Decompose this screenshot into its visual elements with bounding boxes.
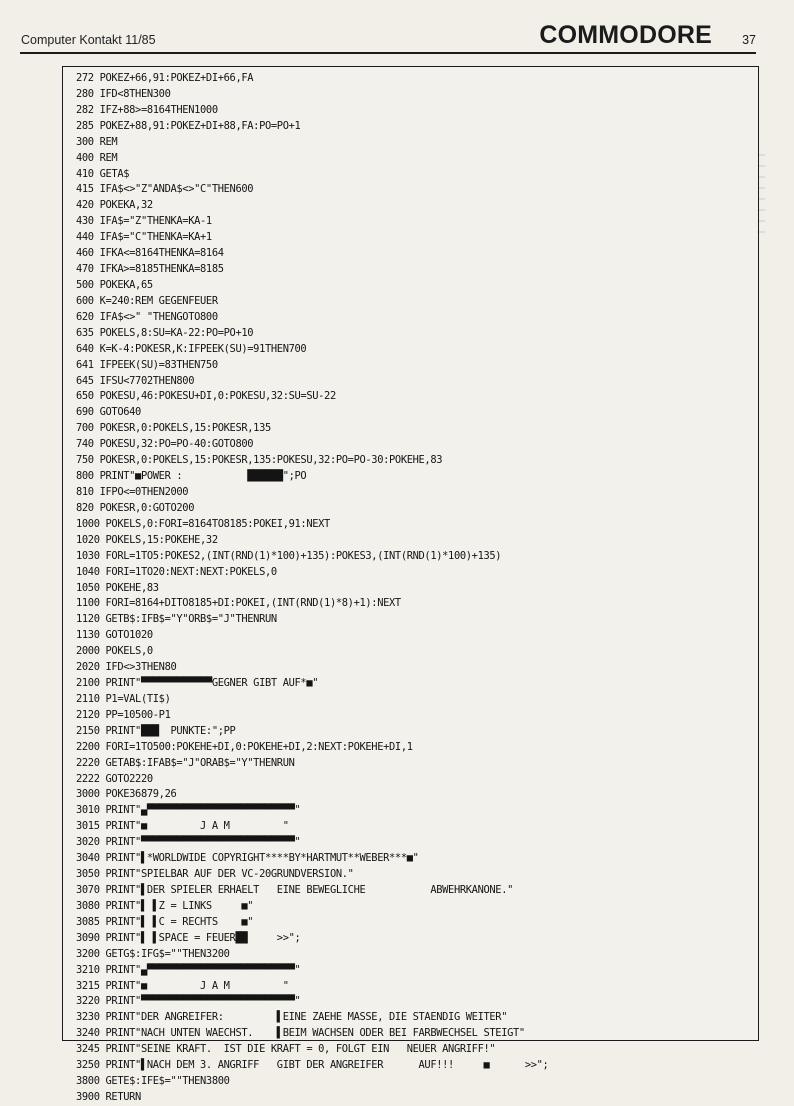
code-line: 3215 PRINT"■ J A M " <box>76 979 289 992</box>
code-line: 3040 PRINT"▌*WORLDWIDE COPYRIGHT****BY*HARTMUT**WEBER***■" <box>76 852 419 865</box>
code-line: 272 POKEZ+66,91:POKEZ+DI+66,FA <box>76 72 254 84</box>
code-line: 650 POKESU,46:POKESU+DI,0:POKESU,32:SU=SU-22 <box>76 390 336 403</box>
code-line: 285 POKEZ+88,91:POKEZ+DI+88,FA:PO=PO+1 <box>76 119 301 132</box>
code-line: 3070 PRINT"▌DER SPIELER ERHAELT EINE BEWEGLICHE ABWEHRKANONE." <box>76 884 514 897</box>
code-line: 1000 POKELS,0:FORI=8164TO8185:POKEI,91:NEXT <box>76 517 330 530</box>
code-line: 3230 PRINT"DER ANGREIFER: ▌EINE ZAEHE MASSE, DIE STAENDIG WEITER" <box>76 1011 508 1024</box>
code-line: 3000 POKE36879,26 <box>76 788 177 801</box>
code-line: 1030 FORL=1TO5:POKES2,(INT(RND(1)*100)+135):POKES3,(INT(RND(1)*100)+135) <box>76 549 502 562</box>
code-line: 2020 IFD<>3THEN80 <box>76 661 177 674</box>
code-line: 2120 PP=10500-P1 <box>76 708 171 721</box>
code-line: 2150 PRINT"███ PUNKTE:";PP <box>76 724 236 737</box>
code-line: 3800 GETE$:IFE$=""THEN3800 <box>76 1075 230 1088</box>
code-line: 640 K=K-4:POKESR,K:IFPEEK(SU)=91THEN700 <box>76 342 307 355</box>
code-line: 3210 PRINT"▄▀▀▀▀▀▀▀▀▀▀▀▀▀▀▀▀▀▀▀▀▀▀▀▀▀" <box>76 963 301 976</box>
page-header <box>20 18 756 54</box>
code-line: 460 IFKA<=8164THENKA=8164 <box>76 247 224 260</box>
code-line: 3250 PRINT"▌NACH DEM 3. ANGRIFF GIBT DER ANGREIFER AUF!!! ■ >>"; <box>76 1059 549 1072</box>
code-line: 1130 GOTO1020 <box>76 629 153 642</box>
code-line: 470 IFKA>=8185THENKA=8185 <box>76 263 224 276</box>
code-line: 282 IFZ+88>=8164THEN1000 <box>76 103 218 116</box>
code-line: 2000 POKELS,0 <box>76 645 153 658</box>
code-line: 2220 GETAB$:IFAB$="J"ORAB$="Y"THENRUN <box>76 756 295 769</box>
code-line: 2100 PRINT"▀▀▀▀▀▀▀▀▀▀▀▀GEGNER GIBT AUF*■" <box>76 677 319 690</box>
code-line: 690 GOTO640 <box>76 406 141 419</box>
code-line: 2222 GOTO2220 <box>76 772 153 785</box>
code-line: 3020 PRINT"▀▀▀▀▀▀▀▀▀▀▀▀▀▀▀▀▀▀▀▀▀▀▀▀▀▀" <box>76 836 301 849</box>
code-line: 500 POKEKA,65 <box>76 278 153 291</box>
code-line: 1120 GETB$:IFB$="Y"ORB$="J"THENRUN <box>76 613 277 626</box>
code-line: 415 IFA$<>"Z"ANDA$<>"C"THEN600 <box>76 183 254 196</box>
code-line: 620 IFA$<>" "THENGOTO800 <box>76 310 218 323</box>
code-line: 3090 PRINT"▌ ▌SPACE = FEUER██ >>"; <box>76 931 301 944</box>
basic-program-listing <box>76 71 752 1106</box>
code-line: 280 IFD<8THEN300 <box>76 87 171 100</box>
code-line: 400 REM <box>76 151 118 164</box>
code-line: 410 GETA$ <box>76 167 130 180</box>
code-line: 600 K=240:REM GEGENFEUER <box>76 294 218 307</box>
code-line: 810 IFPO<=0THEN2000 <box>76 485 189 498</box>
code-line: 3240 PRINT"NACH UNTEN WAECHST. ▌BEIM WACHSEN ODER BEI FARBWECHSEL STEIGT" <box>76 1027 525 1040</box>
code-line: 3050 PRINT"SPIELBAR AUF DER VC-20GRUNDVERSION." <box>76 868 354 881</box>
code-line: 740 POKESU,32:PO=PO-40:GOTO800 <box>76 438 254 451</box>
section-brand: COMMODORE <box>539 21 712 49</box>
code-line: 3085 PRINT"▌ ▌C = RECHTS ■" <box>76 915 254 928</box>
code-line: 750 POKESR,0:POKELS,15:POKESR,135:POKESU,32:PO=PO-30:POKEHE,83 <box>76 454 443 467</box>
code-line: 300 REM <box>76 135 118 148</box>
code-line: 635 POKELS,8:SU=KA-22:PO=PO+10 <box>76 326 254 339</box>
code-line: 3245 PRINT"SEINE KRAFT. IST DIE KRAFT = 0, FOLGT EIN NEUER ANGRIFF!" <box>76 1043 496 1056</box>
code-line: 3080 PRINT"▌ ▌Z = LINKS ■" <box>76 899 254 912</box>
code-line: 440 IFA$="C"THENKA=KA+1 <box>76 231 212 244</box>
code-line: 800 PRINT"■POWER : ██████";PO <box>76 470 307 483</box>
code-line: 420 POKEKA,32 <box>76 199 153 212</box>
page-number: 37 <box>742 33 756 47</box>
code-line: 3010 PRINT"▄▀▀▀▀▀▀▀▀▀▀▀▀▀▀▀▀▀▀▀▀▀▀▀▀▀" <box>76 804 301 817</box>
program-listing-box <box>62 66 759 1103</box>
code-line: 3015 PRINT"■ J A M " <box>76 820 289 833</box>
code-line: 820 POKESR,0:GOTO200 <box>76 501 195 514</box>
code-line: 1050 POKEHE,83 <box>76 581 159 594</box>
code-line: 641 IFPEEK(SU)=83THEN750 <box>76 358 218 371</box>
code-line: 2200 FORI=1TO500:POKEHE+DI,0:POKEHE+DI,2:NEXT:POKEHE+DI,1 <box>76 740 413 753</box>
code-line: 2110 P1=VAL(TI$) <box>76 692 171 705</box>
code-line: 645 IFSU<7702THEN800 <box>76 374 195 387</box>
code-line: 1040 FORI=1TO20:NEXT:NEXT:POKELS,0 <box>76 565 277 578</box>
code-line: 1020 POKELS,15:POKEHE,32 <box>76 533 218 546</box>
code-line: 3220 PRINT"▀▀▀▀▀▀▀▀▀▀▀▀▀▀▀▀▀▀▀▀▀▀▀▀▀▀" <box>76 995 301 1008</box>
publication-title: Computer Kontakt 11/85 <box>21 33 156 47</box>
code-line: 3200 GETG$:IFG$=""THEN3200 <box>76 947 230 960</box>
code-line: 3900 RETURN <box>76 1091 141 1103</box>
code-line: 700 POKESR,0:POKELS,15:POKESR,135 <box>76 422 271 435</box>
code-line: 430 IFA$="Z"THENKA=KA-1 <box>76 215 212 228</box>
code-line: 1100 FORI=8164+DITO8185+DI:POKEI,(INT(RND(1)*8)+1):NEXT <box>76 597 401 610</box>
